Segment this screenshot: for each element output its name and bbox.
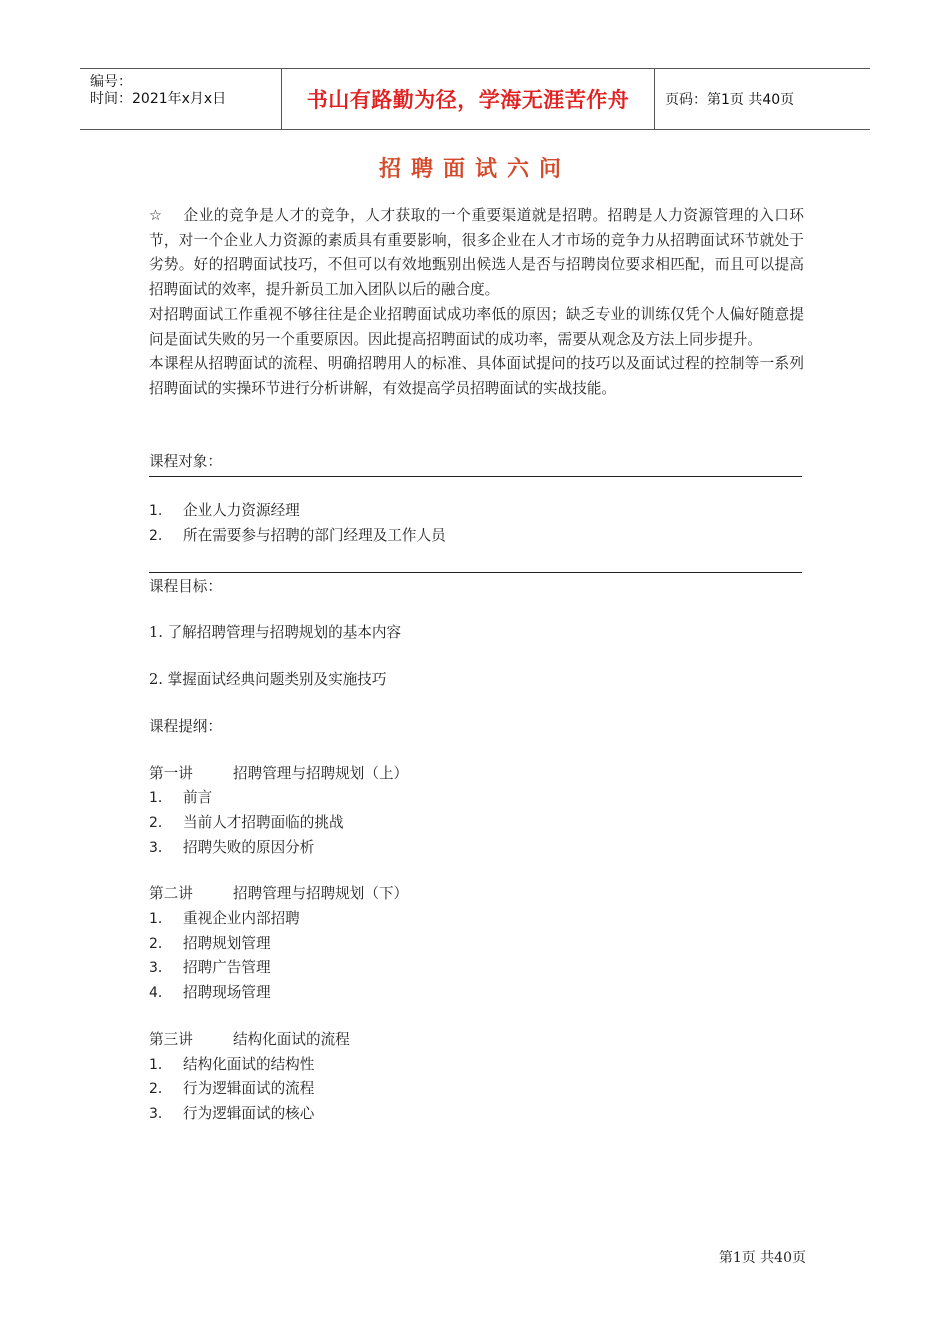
document-title: 招聘面试六问 (378, 157, 571, 182)
item-text: 行为逻辑面试的流程 (183, 1080, 315, 1098)
item-number: 4． (149, 985, 172, 1002)
item-number: 2. (149, 528, 163, 545)
intro-paragraph-2: 对招聘面试工作重视不够往往是企业招聘面试成功率低的原因；缺乏专业的训练仅凭个人偏好随意提问是面试失败的另一个重要原因。因此提高招聘面试的成功率，需要从观念及方法上同步提升。 (149, 305, 804, 348)
document-date: 时间：2021年x月x日 (90, 91, 227, 107)
item-number: 1. (149, 503, 163, 520)
item-text: 行为逻辑面试的核心 (183, 1104, 315, 1122)
outline-item (149, 981, 804, 1006)
outline-item (149, 786, 804, 811)
intro-paragraph-1 (149, 204, 804, 303)
lecture-heading (149, 1028, 804, 1053)
lecture-title: 结构化面试的流程 (233, 1030, 350, 1048)
outline-item (149, 836, 804, 861)
document-body (149, 204, 804, 1127)
audience-label: 课程对象： (149, 452, 222, 470)
header-page-info: 页码：第1页 共40页 (665, 92, 795, 108)
header-meta (80, 69, 280, 129)
item-number: 1． (149, 911, 172, 928)
item-number: 1． (149, 790, 172, 807)
item-text: 前言 (183, 789, 213, 807)
item-number: 1． (149, 1056, 172, 1073)
item-text: 招聘失败的原因分析 (183, 838, 315, 856)
divider (149, 572, 802, 573)
item-text: 所在需要参与招聘的部门经理及工作人员 (183, 527, 446, 545)
outline-item (149, 811, 804, 836)
header-motto-cell (281, 69, 655, 129)
page-footer: 第1页 共40页 (718, 1250, 806, 1266)
goal-item: 1. 了解招聘管理与招聘规划的基本内容 (149, 624, 402, 642)
lecture-title: 招聘管理与招聘规划（上） (233, 764, 409, 782)
outline-item (149, 932, 804, 957)
audience-item (149, 524, 804, 549)
outline-item (149, 956, 804, 981)
lecture-number: 第一讲 (149, 764, 193, 782)
item-text: 结构化面试的结构性 (183, 1055, 315, 1073)
item-text: 企业人力资源经理 (183, 502, 300, 520)
goals-label: 课程目标： (149, 577, 222, 595)
item-text: 重视企业内部招聘 (183, 910, 300, 928)
item-text: 当前人才招聘面临的挑战 (183, 813, 344, 831)
outline-item (149, 907, 804, 932)
item-text: 招聘规划管理 (183, 934, 271, 952)
lecture-number: 第二讲 (149, 885, 193, 903)
lecture-number: 第三讲 (149, 1030, 193, 1048)
header-motto: 书山有路勤为径，学海无涯苦作舟 (306, 88, 630, 112)
star-icon: ☆ (149, 207, 163, 224)
outline-label: 课程提纲： (149, 717, 222, 735)
outline-item (149, 1102, 804, 1127)
item-text: 招聘现场管理 (183, 984, 271, 1002)
item-number: 3． (149, 960, 172, 977)
audience-item (149, 499, 804, 524)
item-number: 3． (149, 839, 172, 856)
item-number: 3． (149, 1105, 172, 1122)
document-number-label: 编号： (90, 74, 132, 90)
outline-item (149, 1053, 804, 1078)
lecture-heading (149, 762, 804, 787)
goal-item: 2. 掌握面试经典问题类别及实施技巧 (149, 671, 387, 689)
intro-paragraph-3: 本课程从招聘面试的流程、明确招聘用人的标准、具体面试提问的技巧以及面试过程的控制等一系列招聘面试的实操环节进行分析讲解，有效提高学员招聘面试的实战技能。 (149, 355, 804, 397)
item-number: 2． (149, 1081, 172, 1098)
item-text: 招聘广告管理 (183, 959, 271, 977)
page-header (80, 68, 870, 130)
lecture-heading (149, 882, 804, 907)
lecture-title: 招聘管理与招聘规划（下） (233, 885, 409, 903)
outline-item (149, 1077, 804, 1102)
item-number: 2． (149, 814, 172, 831)
item-number: 2． (149, 935, 172, 952)
intro-text-1: 企业的竞争是人才的竞争，人才获取的一个重要渠道就是招聘。招聘是人力资源管理的入口环节，对一个企业人力资源的素质具有重要影响，很多企业在人才市场的竞争力从招聘面试环节就处于劣势。好的招聘面试技巧，不但可以有效地甄别出候选人是否与招聘岗位要求相匹配，而且可以提高招聘面试的效率，提升新员工加入团队以后的融合度。 (149, 207, 804, 299)
